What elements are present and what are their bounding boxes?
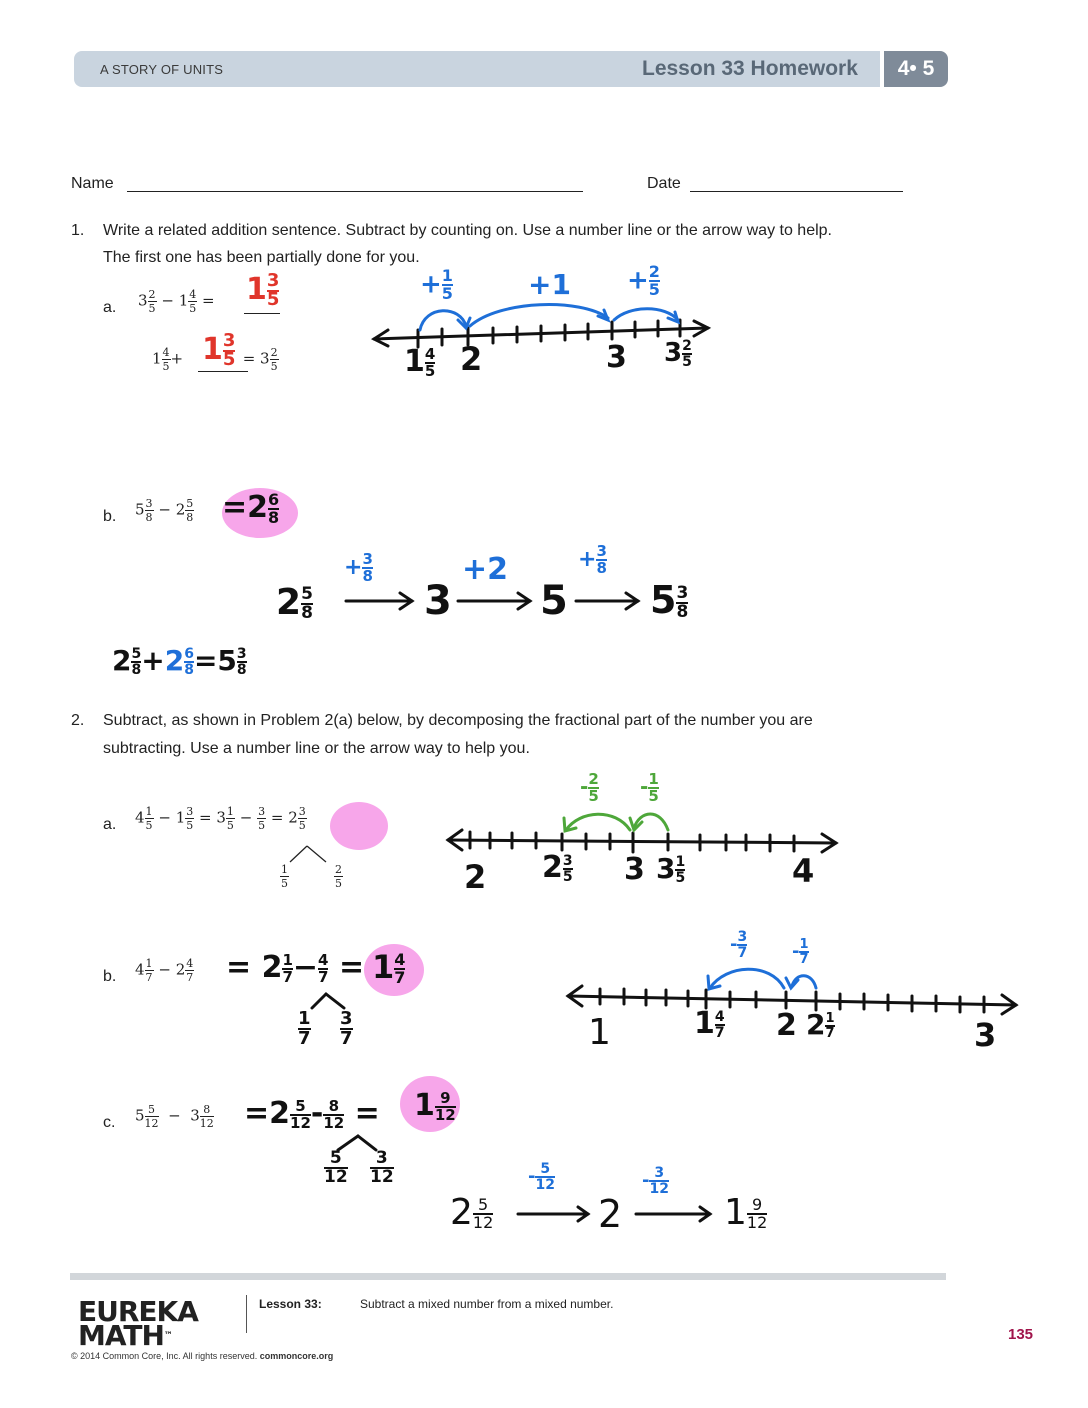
problem-2a-label: a. — [103, 816, 117, 833]
copyright: © 2014 Common Core, Inc. All rights reserved. commoncore.org — [71, 1351, 334, 1361]
tick-label-2: 2 — [460, 340, 483, 378]
problem-1b-label: b. — [103, 508, 117, 525]
problem-2b-tick-1: 1 — [588, 1012, 611, 1053]
problem-2a-jump-label-1: - $\frac{2}{5}$ — [580, 770, 599, 805]
page-number: 135 — [1008, 1326, 1034, 1343]
problem-2b-jump-label-1: - $\frac{3}{7}$ — [730, 929, 748, 961]
problem-2c-equation: 5 $\frac{5}{12}$ − 3 $\frac{8}{12}$ — [135, 1103, 214, 1130]
tick-label-3-2-5: 3 $\frac{2}{5}$ — [664, 337, 692, 370]
arrow-end: 5 $\frac{3}{8}$ — [650, 578, 689, 622]
problem-1a-label: a. — [103, 299, 117, 316]
problem-2c-step-label-2: - $\frac{3}{12}$ — [642, 1165, 669, 1197]
problem-2b-decomp-part-1: $\frac{1}{7}$ — [298, 1008, 311, 1049]
problem-2c-label: c. — [103, 1114, 116, 1131]
problem-1-number: 1. — [71, 222, 85, 239]
footer-lesson-description: Subtract a mixed number from a mixed number. — [360, 1297, 614, 1311]
problem-2b-decomp-part-2: $\frac{3}{7}$ — [340, 1008, 353, 1049]
problem-2c-step-label-1: - $\frac{5}{12}$ — [528, 1161, 555, 1193]
problem-2-instruction-2: subtracting. Use a number line or the arrow way to help you. — [103, 740, 530, 757]
problem-2a-tick-3: 3 — [624, 852, 645, 887]
arrow-label-2: +2 — [462, 552, 509, 587]
problem-1b-addition-sentence: 2 $\frac{5}{8}$ +2 $\frac{6}{8}$ =5 $\frac{3}{8}$ — [112, 644, 247, 678]
problem-1-instruction-2: The first one has been partially done for you. — [103, 249, 420, 266]
problem-2c-decomp-part-1: $\frac{5}{12}$ — [324, 1148, 348, 1187]
problem-2-instruction-1: Subtract, as shown in Problem 2(a) below, by decomposing the fractional part of the number you are — [103, 712, 813, 729]
problem-1b-answer: =2 $\frac{6}{8}$ — [222, 489, 280, 527]
commoncore-link[interactable]: commoncore.org — [259, 1351, 334, 1361]
series-name: A STORY OF UNITS — [100, 62, 224, 77]
problem-2-number: 2. — [71, 712, 85, 729]
problem-1-instruction-1: Write a related addition sentence. Subtract by counting on. Use a number line or the arrow way to help. — [103, 222, 832, 239]
problem-2b-tick-2-1-7: 2 $\frac{1}{7}$ — [806, 1008, 835, 1041]
problem-2b-answer: 1 $\frac{4}{7}$ — [372, 948, 406, 987]
problem-2b-equation: 4 $\frac{1}{7}$ − 2 $\frac{4}{7}$ — [135, 957, 194, 984]
arrow-label-3: + $\frac{3}{8}$ — [578, 542, 607, 577]
tick-label-1-4-5: 1 $\frac{4}{5}$ — [404, 344, 436, 380]
problem-2a-decomp-part-1: $\frac{1}{5}$ — [281, 863, 288, 890]
problem-2c-arrow-start: 2 $\frac{5}{12}$ — [450, 1192, 494, 1233]
problem-2a-tick-4: 4 — [792, 852, 815, 890]
footer-separator — [246, 1295, 247, 1333]
problem-1a-addend: 1 $\frac{3}{5}$ — [202, 330, 236, 370]
jump-label-1: + $\frac{1}{5}$ — [420, 266, 453, 303]
problem-2b-tick-1-4-7: 1 $\frac{4}{7}$ — [694, 1006, 725, 1041]
problem-2b-label: b. — [103, 968, 117, 985]
arrow-label-1: + $\frac{3}{8}$ — [344, 550, 373, 585]
problem-2a-tick-3-1-5: 3 $\frac{1}{5}$ — [656, 852, 686, 886]
footer-divider — [70, 1273, 946, 1280]
arrow-step-3: 3 — [424, 578, 452, 624]
problem-2c-decomp-part-2: $\frac{3}{12}$ — [370, 1148, 394, 1187]
arrow-start: 2 $\frac{5}{8}$ — [276, 582, 313, 623]
problem-2b-jump-label-2: - $\frac{1}{7}$ — [792, 937, 809, 967]
problem-1b-equation: 5 $\frac{3}{8}$ − 2 $\frac{5}{8}$ — [135, 497, 194, 524]
problem-1a-addition-sentence: 1 $\frac{4}{5}$ + = 3 $\frac{2}{5}$ — [152, 346, 278, 373]
jump-label-2: +1 — [528, 268, 571, 301]
grade-module-badge: 4• 5 — [884, 51, 948, 87]
problem-2a-tick-2-3-5: 2 $\frac{3}{5}$ — [542, 850, 573, 885]
name-label: Name — [71, 175, 114, 192]
problem-1a-equation: 3 $\frac{2}{5}$ − 1 $\frac{4}{5}$ = — [138, 288, 215, 315]
eureka-math-logo: EUREKA MATH™ — [78, 1295, 198, 1352]
footer-lesson-label: Lesson 33: — [259, 1297, 322, 1311]
problem-2c-arrow-end: 1 $\frac{9}{12}$ — [724, 1192, 768, 1233]
problem-2a-equation: 4 $\frac{1}{5}$ − 1 $\frac{3}{5}$ = 3 $\frac{1}{5}$ − $\frac{3}{5}$ = 2 $\frac{3}{5}$ — [135, 805, 306, 832]
problem-2c-arrow-middle: 2 — [598, 1192, 623, 1236]
problem-2c-answer: 1 $\frac{9}{12}$ — [414, 1088, 456, 1124]
tick-label-3: 3 — [606, 340, 627, 375]
problem-2c-work: =2 $\frac{5}{12}$ - $\frac{8}{12}$ = — [244, 1096, 380, 1132]
problem-2a-jump-label-2: - $\frac{1}{5}$ — [640, 770, 659, 805]
problem-2b-work: = 2 $\frac{1}{7}$ − $\frac{4}{7}$ = — [226, 950, 365, 986]
date-label: Date — [647, 175, 681, 192]
problem-1a-answer: 1 $\frac{3}{5}$ — [246, 270, 280, 310]
problem-2a-tick-2: 2 — [464, 858, 487, 896]
jump-label-3: + $\frac{2}{5}$ — [627, 262, 660, 299]
problem-2b-tick-2: 2 — [776, 1008, 797, 1043]
problem-2a-decomp-part-2: $\frac{2}{5}$ — [335, 863, 342, 890]
arrow-step-5: 5 — [540, 578, 568, 624]
problem-2b-tick-3: 3 — [974, 1016, 997, 1054]
lesson-title: Lesson 33 Homework — [642, 57, 858, 80]
